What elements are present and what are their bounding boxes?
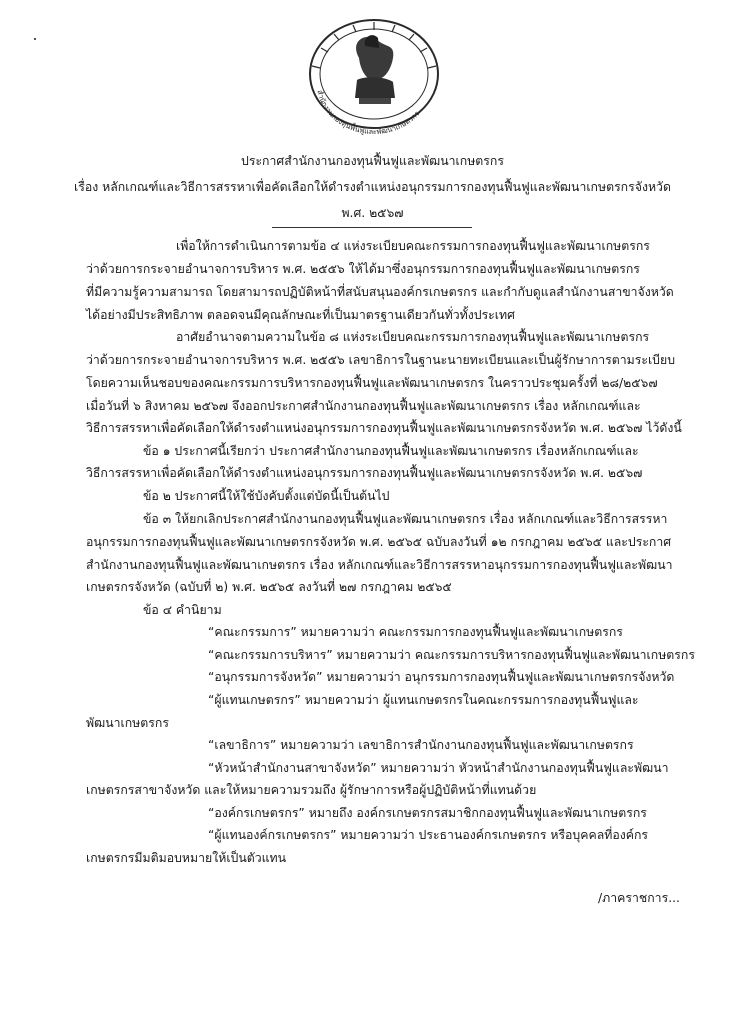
clause-3-line-1: ข้อ ๓ ให้ยกเลิกประกาศสำนักงานกองทุนฟื้นฟูและพัฒนาเกษตรกร เรื่อง หลักเกณฑ์และวิธีการสรรหา [143,511,668,526]
header-line-3: พ.ศ. ๒๕๖๗ [341,206,404,220]
definition-farmer-representative-line-1: “ผู้แทนเกษตรกร” หมายความว่า ผู้แทนเกษตรกรในคณะกรรมการกองทุนฟื้นฟูและ [208,692,639,707]
paragraph-2-line-2: ว่าด้วยการกระจายอำนาจการบริหาร พ.ศ. ๒๕๕๖ เลขาธิการในฐานะนายทะเบียนและเป็นผู้รักษาการตามระเบียบ [86,352,675,367]
paragraph-1-line-4: ได้อย่างมีประสิทธิภาพ ตลอดจนมีคุณลักษณะที่เป็นมาตรฐานเดียวกันทั่วทั้งประเทศ [86,307,515,322]
paragraph-1-line-3: ที่มีความรู้ความสามารถ โดยสามารถปฏิบัติหน้าที่สนับสนุนองค์กรเกษตรกร และกำกับดูแลสำนักงานสาขาจังหวัด [86,285,674,299]
paragraph-2-line-4: เมื่อวันที่ ๖ สิงหาคม ๒๕๖๗ จึงออกประกาศสำนักงานกองทุนฟื้นฟูและพัฒนาเกษตรกร เรื่อง หลักเกณฑ์และ [86,398,641,413]
clause-3-line-2: อนุกรรมการกองทุนฟื้นฟูและพัฒนาเกษตรกรจังหวัด พ.ศ. ๒๕๖๕ ฉบับลงวันที่ ๑๒ กรกฎาคม ๒๕๖๕ และประกาศ [86,534,672,549]
scan-speck [34,38,36,40]
definition-branch-head-line-2: เกษตรกรสาขาจังหวัด และให้หมายความรวมถึง ผู้รักษาการหรือผู้ปฏิบัติหน้าที่แทนด้วย [86,783,537,798]
farmer-seal-icon [299,18,449,136]
clause-1-line-1: ข้อ ๑ ประกาศนี้เรียกว่า ประกาศสำนักงานกองทุนฟื้นฟูและพัฒนาเกษตรกร เรื่องหลักเกณฑ์และ [143,443,639,458]
header-divider [272,227,472,228]
definition-farmer-representative-line-2: พัฒนาเกษตรกร [86,715,169,730]
definition-executive-committee: “คณะกรรมการบริหาร” หมายความว่า คณะกรรมการบริหารกองทุนฟื้นฟูและพัฒนาเกษตรกร [208,647,695,662]
continuation-note: /ภาคราชการ... [598,891,680,905]
paragraph-2-line-3: โดยความเห็นชอบของคณะกรรมการบริหารกองทุนฟื้นฟูและพัฒนาเกษตรกร ในคราวประชุมครั้งที่ ๒๘/๒๕๖๗ [86,376,658,391]
definition-secretary-general: “เลขาธิการ” หมายความว่า เลขาธิการสำนักงานกองทุนฟื้นฟูและพัฒนาเกษตรกร [208,738,634,753]
clause-3-line-3: สำนักงานกองทุนฟื้นฟูและพัฒนาเกษตรกร เรื่อง หลักเกณฑ์และวิธีการสรรหาอนุกรรมการกองทุนฟื้นฟูและพัฒนา [86,557,673,572]
definition-farmer-organization: “องค์กรเกษตรกร” หมายถึง องค์กรเกษตรกรสมาชิกกองทุนฟื้นฟูและพัฒนาเกษตรกร [208,805,647,820]
definition-organization-representative-line-1: “ผู้แทนองค์กรเกษตรกร” หมายความว่า ประธานองค์กรเกษตรกร หรือบุคคลที่องค์กร [208,828,648,843]
definition-organization-representative-line-2: เกษตรกรมีมติมอบหมายให้เป็นตัวแทน [86,850,287,865]
clause-3-line-4: เกษตรกรจังหวัด (ฉบับที่ ๒) พ.ศ. ๒๕๖๕ ลงวันที่ ๒๗ กรกฎาคม ๒๕๖๕ [86,580,452,595]
header-line-2: เรื่อง หลักเกณฑ์และวิธีการสรรหาเพื่อคัดเลือกให้ดำรงตำแหน่งอนุกรรมการกองทุนฟื้นฟูและพัฒนาเกษตรกรจังหวัด [74,180,671,194]
seal-text: สำนักงานกองทุนฟื้นฟูและพัฒนาเกษตรกร [315,88,422,136]
clause-1-line-2: วิธีการสรรหาเพื่อคัดเลือกให้ดำรงตำแหน่งอนุกรรมการกองทุนฟื้นฟูและพัฒนาเกษตรกรจังหวัด พ.ศ. ๒๕๖๗ [86,466,643,481]
header-line-1: ประกาศสำนักงานกองทุนฟื้นฟูและพัฒนาเกษตรกร [241,154,504,168]
paragraph-1-line-2: ว่าด้วยการกระจายอำนาจการบริหาร พ.ศ. ๒๕๕๖ ให้ได้มาซึ่งอนุกรรมการกองทุนฟื้นฟูและพัฒนาเกษตรกร [86,261,640,276]
paragraph-2-line-5: วิธีการสรรหาเพื่อคัดเลือกให้ดำรงตำแหน่งอนุกรรมการกองทุนฟื้นฟูและพัฒนาเกษตรกรจังหวัด พ.ศ. ๒๕๖๗ ไว้ดังนี้ [86,421,682,436]
definition-committee: “คณะกรรมการ” หมายความว่า คณะกรรมการกองทุนฟื้นฟูและพัฒนาเกษตรกร [208,625,623,640]
paragraph-1-line-1: เพื่อให้การดำเนินการตามข้อ ๔ แห่งระเบียบคณะกรรมการกองทุนฟื้นฟูและพัฒนาเกษตรกร [176,239,650,253]
clause-4-heading: ข้อ ๔ คำนิยาม [143,602,222,617]
definition-branch-head-line-1: “หัวหน้าสำนักงานสาขาจังหวัด” หมายความว่า หัวหน้าสำนักงานกองทุนฟื้นฟูและพัฒนา [208,760,669,775]
clause-2: ข้อ ๒ ประกาศนี้ให้ใช้บังคับตั้งแต่บัดนี้เป็นต้นไป [143,488,390,503]
definition-provincial-subcommittee: “อนุกรรมการจังหวัด” หมายความว่า อนุกรรมการกองทุนฟื้นฟูและพัฒนาเกษตรกรจังหวัด [208,670,675,685]
paragraph-2-line-1: อาศัยอำนาจตามความในข้อ ๘ แห่งระเบียบคณะกรรมการกองทุนฟื้นฟูและพัฒนาเกษตรกร [176,330,650,345]
